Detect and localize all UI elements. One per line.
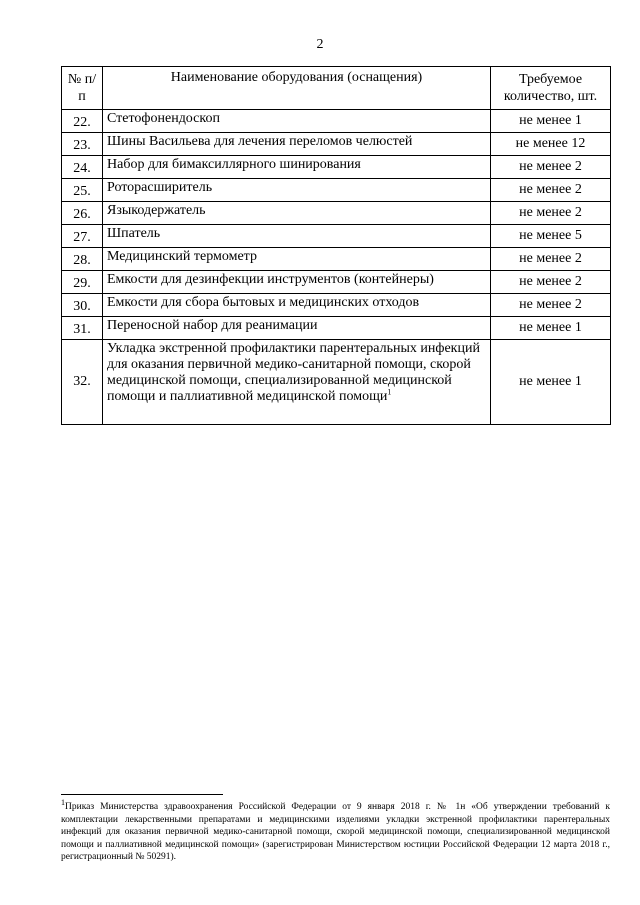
row-quantity: не менее 2 <box>491 202 611 225</box>
row-equipment-name: Переносной набор для реанимации <box>103 317 491 340</box>
footnote <box>61 797 610 864</box>
row-number: 25. <box>62 179 103 202</box>
row-equipment-name: Языкодержатель <box>103 202 491 225</box>
header-number: № п/п <box>62 67 103 110</box>
table-row <box>62 271 611 294</box>
row-equipment-name: Набор для бимаксиллярного шинирования <box>103 156 491 179</box>
row-number: 23. <box>62 133 103 156</box>
row-quantity: не менее 2 <box>491 271 611 294</box>
footnote-reference[interactable]: 1 <box>387 387 392 397</box>
row-number: 24. <box>62 156 103 179</box>
row-number: 30. <box>62 294 103 317</box>
row-equipment-name: Шпатель <box>103 225 491 248</box>
row-quantity: не менее 2 <box>491 156 611 179</box>
row-number: 32. <box>62 340 103 425</box>
table-header-row <box>62 67 611 110</box>
row-quantity: не менее 2 <box>491 179 611 202</box>
table-row <box>62 317 611 340</box>
table-row <box>62 248 611 271</box>
table-row <box>62 202 611 225</box>
row-equipment-name-text: Укладка экстренной профилактики парентеральных инфекций для оказания первичной медико-санитарной помощи, скорой медицинской помощи, специализированной медицинской помощи и паллиативной медицинской помощи <box>107 341 480 404</box>
row-quantity: не менее 5 <box>491 225 611 248</box>
row-equipment-name: Роторасширитель <box>103 179 491 202</box>
row-quantity: не менее 1 <box>491 317 611 340</box>
row-equipment-name: Медицинский термометр <box>103 248 491 271</box>
row-number: 28. <box>62 248 103 271</box>
table-row <box>62 133 611 156</box>
row-equipment-name: Емкости для дезинфекции инструментов (контейнеры) <box>103 271 491 294</box>
row-number: 29. <box>62 271 103 294</box>
table-row <box>62 225 611 248</box>
row-equipment-name: Шины Васильева для лечения переломов челюстей <box>103 133 491 156</box>
table-row <box>62 110 611 133</box>
row-equipment-name <box>103 340 491 425</box>
row-quantity: не менее 1 <box>491 340 611 425</box>
row-equipment-name: Емкости для сбора бытовых и медицинских отходов <box>103 294 491 317</box>
table-row <box>62 156 611 179</box>
row-number: 31. <box>62 317 103 340</box>
page-number: 2 <box>316 37 324 52</box>
equipment-table <box>61 66 611 425</box>
header-required-quantity: Требуемое количество, шт. <box>491 67 611 110</box>
row-quantity: не менее 2 <box>491 248 611 271</box>
row-number: 26. <box>62 202 103 225</box>
footnote-marker: 1 <box>61 797 65 807</box>
table-row <box>62 179 611 202</box>
row-number: 27. <box>62 225 103 248</box>
row-number: 22. <box>62 110 103 133</box>
row-quantity: не менее 1 <box>491 110 611 133</box>
row-quantity: не менее 12 <box>491 133 611 156</box>
footnote-text: Приказ Министерства здравоохранения Российской Федерации от 9 января 2018 г. № 1н «Об утверждении требований к комплектации лекарственными препаратами и медицинскими изделиями укладки экстренной профилактики парентеральных инфекций для оказания первичной медико-санитарной помощи, скорой медицинской помощи, специализированной медицинской помощи и паллиативной медицинской помощи» (зарегистрирован Министерством юстиции Российской Федерации 12 марта 2018 г., регистрационный № 50291). <box>61 802 610 862</box>
table-row <box>62 340 611 425</box>
row-quantity: не менее 2 <box>491 294 611 317</box>
table-row <box>62 294 611 317</box>
header-equipment-name: Наименование оборудования (оснащения) <box>103 67 491 110</box>
row-equipment-name: Стетофонендоскоп <box>103 110 491 133</box>
footnote-separator <box>61 794 223 795</box>
